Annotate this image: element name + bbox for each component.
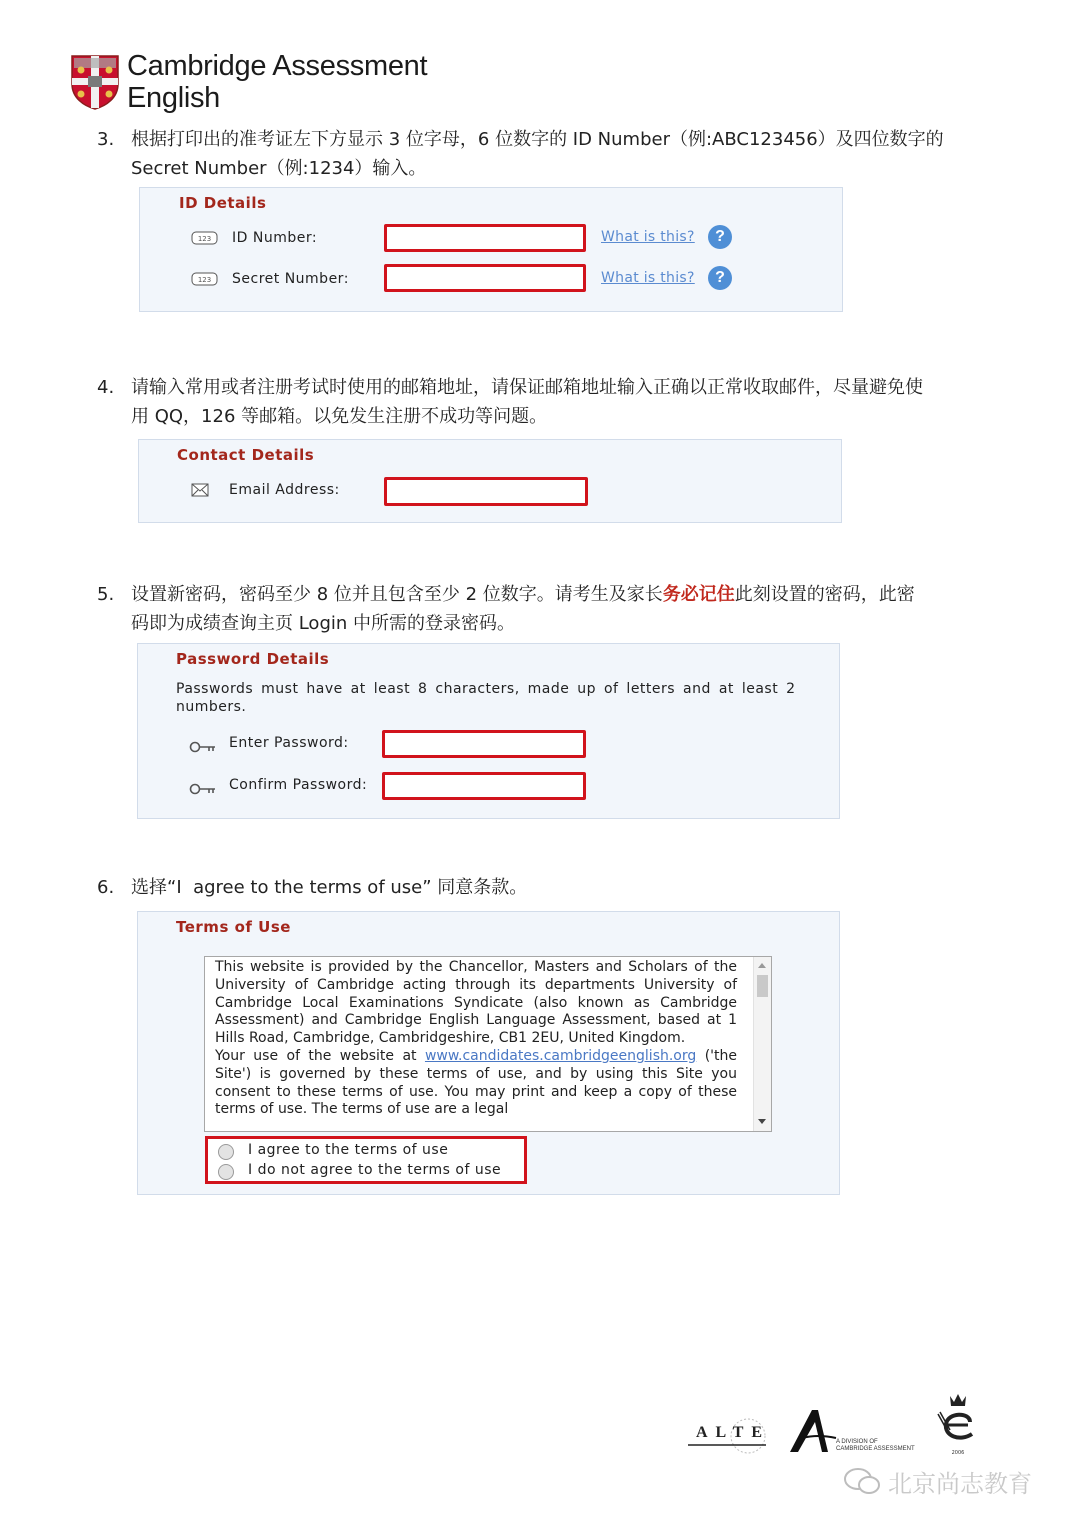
scrollbar[interactable] [753,957,771,1131]
a-division-logo [788,1408,928,1456]
enter-password-label: Enter Password: [229,735,349,751]
step-number: 6. [97,877,115,898]
panel-title: Password Details [176,650,330,668]
confirm-password-label: Confirm Password: [229,777,368,793]
scrollbar-thumb[interactable] [757,975,768,997]
step-number: 5. [97,584,115,605]
secret-number-help-link[interactable]: What is this? [601,270,695,286]
scroll-up-icon[interactable] [758,963,766,968]
id-number-icon [191,230,218,249]
step-text-line2: 用 QQ，126 等邮箱。以免发生注册不成功等问题。 [131,406,548,427]
queens-award-logo [934,1392,982,1456]
terms-paragraph-2: Your use of the website at [215,1047,425,1064]
alte-logo-text: ALTE [696,1424,771,1441]
key-icon [189,780,217,799]
email-input[interactable] [384,477,588,506]
agree-radio[interactable] [218,1144,234,1160]
step-5 [97,581,1057,641]
alte-logo [686,1416,772,1456]
step-text-line1: 根据打印出的准考证左下方显示 3 位字母，6 位数字的 ID Number（例:ABC123456）及四位数字的 [131,129,944,150]
step-text-part: 设置新密码，密码至少 8 位并且包含至少 2 位数字。请考生及家长 [131,584,663,605]
help-icon[interactable]: ? [708,266,732,290]
wechat-icon [842,1466,882,1500]
id-number-input[interactable] [384,224,586,252]
cambridge-crest-icon [70,54,120,110]
svg-text:123: 123 [197,235,212,243]
step-6 [97,874,1057,904]
disagree-radio[interactable] [218,1164,234,1180]
password-details-panel [137,643,840,819]
secret-number-input[interactable] [384,264,586,292]
step-text: 选择“I agree to the terms of use” 同意条款。 [131,877,528,898]
step-4 [97,374,1057,434]
help-icon[interactable]: ? [708,225,732,249]
password-hint-line1: Passwords must have at least 8 characters, made up of letters and at least 2 [176,681,796,697]
envelope-icon [191,482,209,501]
step-number: 4. [97,377,115,398]
disagree-label[interactable]: I do not agree to the terms of use [248,1162,502,1178]
emphasis-text: 务必记住 [662,584,735,605]
terms-text-box[interactable] [204,956,772,1132]
panel-title: Contact Details [177,446,315,464]
step-text-line1 [131,581,915,609]
step-text-line2: 码即为成绩查询主页 Login 中所需的登录密码。 [131,613,516,634]
terms-choice-highlight [205,1136,527,1184]
enter-password-input[interactable] [382,730,586,758]
panel-title: ID Details [179,194,267,212]
terms-text [215,959,737,1119]
confirm-password-input[interactable] [382,772,586,800]
site-link[interactable]: www.candidates.cambridgeenglish.org [424,1047,697,1064]
key-icon [189,738,217,757]
secret-number-icon [191,271,218,290]
step-text-line2: Secret Number（例:1234）输入。 [131,158,427,179]
terms-paragraph-1: This website is provided by the Chancellor, Masters and Scholars of the University of Cambridge acting through its departments University of Cambridge Local Examinations Syndicate (also known as Cambridge Assessment) and Cambridge English Language Assessment, based at 1 Hills Road, Cambridge, Cambridgeshire, CB1 2EU, United Kingdom. [215,959,737,1047]
id-number-label: ID Number: [232,230,318,246]
panel-title: Terms of Use [176,918,291,936]
logo-title-line1: Cambridge Assessment [127,50,428,82]
contact-details-panel [138,439,842,523]
step-text-part: 此刻设置的密码，此密 [734,584,915,605]
step-text-line1: 请输入常用或者注册考试时使用的邮箱地址，请保证邮箱地址输入正确以正常收取邮件，尽量避免使 [131,377,923,398]
division-line2: CAMBRIDGE ASSESSMENT [836,1446,915,1452]
id-details-panel [139,187,843,312]
password-hint-line2: numbers. [176,699,247,715]
svg-text:123: 123 [197,276,212,284]
agree-label[interactable]: I agree to the terms of use [248,1142,449,1158]
watermark-text: 北京尚志教育 [888,1470,1032,1498]
logo-title-line2: English [127,82,221,114]
scroll-down-icon[interactable] [758,1119,766,1124]
secret-number-label: Secret Number: [232,271,349,287]
terms-paragraph-3: ('the Site') is governed by these terms of use, and by using this Site you consent to these terms of use. You may print and keep a copy of these terms of use. The terms of use are a legal [215,1047,737,1118]
email-label: Email Address: [229,482,340,498]
id-number-help-link[interactable]: What is this? [601,229,695,245]
step-3 [97,126,1057,186]
division-line1: A DIVISION OF [836,1439,878,1445]
step-number: 3. [97,129,115,150]
terms-of-use-panel [137,911,840,1195]
svg-text:2006: 2006 [951,1450,965,1456]
